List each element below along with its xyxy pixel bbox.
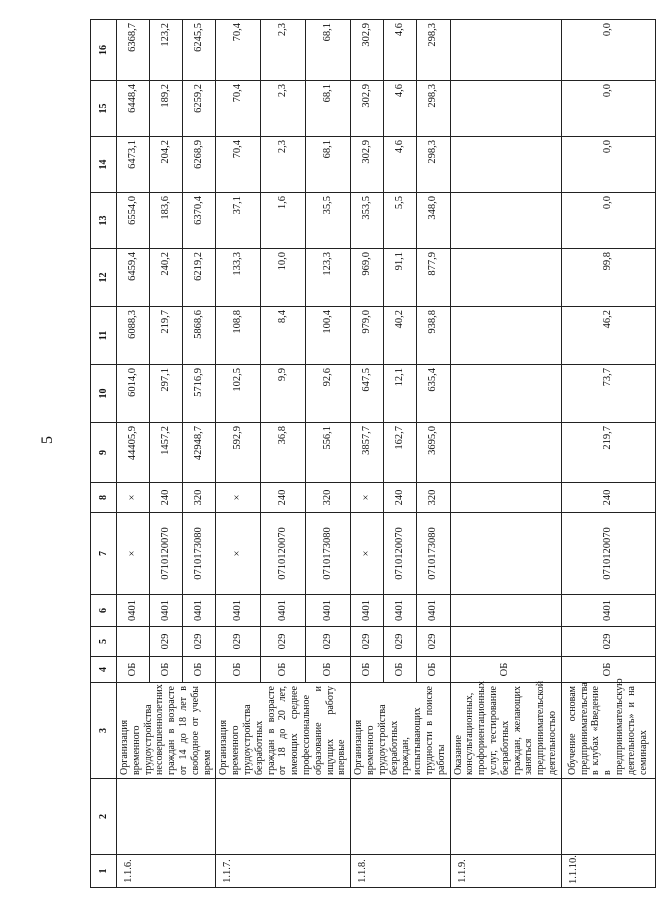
table-cell: 298,3 <box>417 20 450 81</box>
table-cell: 46,2 <box>561 307 655 365</box>
column-header-5: 5 <box>91 627 117 657</box>
column-header-14: 14 <box>91 137 117 193</box>
table-cell: 938,8 <box>417 307 450 365</box>
table-cell: 133,3 <box>216 249 261 307</box>
table-cell <box>117 627 150 657</box>
table-cell: ОБ <box>117 657 150 683</box>
table-cell <box>450 627 561 657</box>
table-cell: 162,7 <box>384 423 417 483</box>
table-cell: 320 <box>306 483 351 513</box>
table-cell: 6268,9 <box>183 137 216 193</box>
table-cell: 189,2 <box>150 81 183 137</box>
item-description: Обучение основам предпринимательства в клубах «Введение в предпринимательскую деятельность» и на семинарах <box>561 683 655 779</box>
table-cell: 2,3 <box>261 20 306 81</box>
table-cell: 6259,2 <box>183 81 216 137</box>
table-cell: 029 <box>183 627 216 657</box>
table-cell: 68,1 <box>306 137 351 193</box>
table-cell: 44405,9 <box>117 423 150 483</box>
table-cell: ОБ <box>261 657 306 683</box>
empty-cell <box>216 779 351 855</box>
table-header <box>91 20 117 888</box>
table-cell: 123,2 <box>150 20 183 81</box>
item-index: 1.1.6. <box>117 855 216 888</box>
table-row <box>450 20 561 888</box>
table-cell: 298,3 <box>417 137 450 193</box>
empty-cell <box>561 779 655 855</box>
table-cell <box>450 307 561 365</box>
table-cell: 6448,4 <box>117 81 150 137</box>
column-header-8: 8 <box>91 483 117 513</box>
table-cell <box>450 249 561 307</box>
table-cell: 353,5 <box>351 193 384 249</box>
table-cell <box>450 193 561 249</box>
column-header-13: 13 <box>91 193 117 249</box>
rotated-table-container <box>90 20 649 888</box>
page-number: 5 <box>39 436 56 444</box>
table-cell: 0401 <box>306 595 351 627</box>
table-cell: 240 <box>261 483 306 513</box>
table-cell: 123,3 <box>306 249 351 307</box>
table-cell: 6014,0 <box>117 365 150 423</box>
table-cell: 204,2 <box>150 137 183 193</box>
table-cell: 99,8 <box>561 249 655 307</box>
budget-table <box>90 19 656 888</box>
table-cell: 0401 <box>384 595 417 627</box>
column-header-9: 9 <box>91 423 117 483</box>
table-cell: 302,9 <box>351 20 384 81</box>
table-cell: ОБ <box>351 657 384 683</box>
empty-cell <box>450 779 561 855</box>
item-description: Организация временного трудоустройства безработных граждан в возрасте от 18 до 20 лет, имеющих среднее профессиональное образование и ищущих работу впервые <box>216 683 351 779</box>
column-header-10: 10 <box>91 365 117 423</box>
table-cell: 0401 <box>261 595 306 627</box>
table-cell: 102,5 <box>216 365 261 423</box>
table-cell <box>450 365 561 423</box>
table-cell: 0710120070 <box>384 513 417 595</box>
table-cell: 108,8 <box>216 307 261 365</box>
table-cell: 0401 <box>216 595 261 627</box>
table-cell: 556,1 <box>306 423 351 483</box>
table-cell: 0401 <box>351 595 384 627</box>
table-cell: ОБ <box>306 657 351 683</box>
table-cell: 298,3 <box>417 81 450 137</box>
table-cell: 348,0 <box>417 193 450 249</box>
table-cell <box>450 81 561 137</box>
table-cell <box>450 20 561 81</box>
item-description: Оказание консультационных, профориентационных услуг, тестирование безработных граждан, желающих заняться предпринимательской деятельностью <box>450 683 561 779</box>
table-cell: ОБ <box>384 657 417 683</box>
table-cell: 6088,3 <box>117 307 150 365</box>
table-cell: 029 <box>216 627 261 657</box>
column-header-1: 1 <box>91 855 117 888</box>
table-cell: 12,1 <box>384 365 417 423</box>
table-cell: 42948,7 <box>183 423 216 483</box>
table-cell: 2,3 <box>261 137 306 193</box>
table-cell: 240 <box>561 483 655 513</box>
column-header-15: 15 <box>91 81 117 137</box>
table-cell <box>450 423 561 483</box>
empty-cell <box>117 779 216 855</box>
table-cell: 100,4 <box>306 307 351 365</box>
table-cell: 4,6 <box>384 137 417 193</box>
table-cell: 240,2 <box>150 249 183 307</box>
table-cell: × <box>216 483 261 513</box>
table-cell: 302,9 <box>351 137 384 193</box>
table-cell: 1457,2 <box>150 423 183 483</box>
column-header-7: 7 <box>91 513 117 595</box>
table-cell: 5716,9 <box>183 365 216 423</box>
table-cell: 183,6 <box>150 193 183 249</box>
table-cell: 302,9 <box>351 81 384 137</box>
column-header-16: 16 <box>91 20 117 81</box>
item-index: 1.1.10. <box>561 855 655 888</box>
table-cell: 297,1 <box>150 365 183 423</box>
table-cell: × <box>117 513 150 595</box>
table-cell: ОБ <box>417 657 450 683</box>
table-cell: 0401 <box>561 595 655 627</box>
table-cell: 0401 <box>183 595 216 627</box>
table-cell: 320 <box>417 483 450 513</box>
table-cell: 9,9 <box>261 365 306 423</box>
table-cell: 0401 <box>417 595 450 627</box>
table-cell: 029 <box>261 627 306 657</box>
table-cell: 5,5 <box>384 193 417 249</box>
table-cell: 2,3 <box>261 81 306 137</box>
table-cell: ОБ <box>561 657 655 683</box>
table-cell: ОБ <box>183 657 216 683</box>
table-cell: 6473,1 <box>117 137 150 193</box>
table-cell: 1,6 <box>261 193 306 249</box>
table-cell <box>450 595 561 627</box>
table-cell: 0,0 <box>561 137 655 193</box>
table-cell: 029 <box>417 627 450 657</box>
table-cell: 0710120070 <box>561 513 655 595</box>
table-cell: 647,5 <box>351 365 384 423</box>
table-cell: 029 <box>306 627 351 657</box>
table-cell: 219,7 <box>150 307 183 365</box>
empty-cell <box>351 779 450 855</box>
table-cell: 68,1 <box>306 81 351 137</box>
table-cell: 70,4 <box>216 20 261 81</box>
table-cell: 3857,7 <box>351 423 384 483</box>
table-cell: 0401 <box>117 595 150 627</box>
table-cell: 979,0 <box>351 307 384 365</box>
column-header-11: 11 <box>91 307 117 365</box>
table-cell: ОБ <box>450 657 561 683</box>
table-cell: 4,6 <box>384 20 417 81</box>
item-index: 1.1.9. <box>450 855 561 888</box>
item-description: Организация временного трудоустройства несовершеннолетних граждан в возрасте от 14 до 18 лет в свободное от учебы время <box>117 683 216 779</box>
table-cell: 6219,2 <box>183 249 216 307</box>
table-cell: × <box>117 483 150 513</box>
table-cell: 029 <box>561 627 655 657</box>
table-cell: 240 <box>150 483 183 513</box>
table-cell: 5868,6 <box>183 307 216 365</box>
table-cell: 8,4 <box>261 307 306 365</box>
table-cell: 6370,4 <box>183 193 216 249</box>
table-cell: 320 <box>183 483 216 513</box>
table-row <box>117 20 150 888</box>
table-cell: ОБ <box>150 657 183 683</box>
table-cell: 240 <box>384 483 417 513</box>
table-cell: × <box>351 483 384 513</box>
table-row <box>561 20 655 888</box>
table-cell: 219,7 <box>561 423 655 483</box>
table-cell: 877,9 <box>417 249 450 307</box>
table-cell: 029 <box>150 627 183 657</box>
table-cell: 40,2 <box>384 307 417 365</box>
table-cell: 029 <box>351 627 384 657</box>
table-cell: 029 <box>384 627 417 657</box>
table-body <box>117 20 656 888</box>
table-cell: 6368,7 <box>117 20 150 81</box>
table-cell <box>450 137 561 193</box>
table-cell: 3695,0 <box>417 423 450 483</box>
table-cell: 4,6 <box>384 81 417 137</box>
table-cell: 0710120070 <box>150 513 183 595</box>
table-cell: × <box>351 513 384 595</box>
column-header-6: 6 <box>91 595 117 627</box>
table-cell: 0,0 <box>561 20 655 81</box>
table-cell: 37,1 <box>216 193 261 249</box>
table-cell <box>450 483 561 513</box>
item-description: Организация временного трудоустройства безработных граждан, испытывающих трудности в поиске работы <box>351 683 450 779</box>
table-cell: 70,4 <box>216 81 261 137</box>
table-cell: 0710173080 <box>417 513 450 595</box>
table-cell: 91,1 <box>384 249 417 307</box>
table-cell: 6554,0 <box>117 193 150 249</box>
table-cell: 0710173080 <box>183 513 216 595</box>
table-cell: 6245,5 <box>183 20 216 81</box>
table-cell: 36,8 <box>261 423 306 483</box>
item-index: 1.1.8. <box>351 855 450 888</box>
table-cell: 0,0 <box>561 193 655 249</box>
table-cell: 635,4 <box>417 365 450 423</box>
table-cell: 0401 <box>150 595 183 627</box>
table-cell: 0,0 <box>561 81 655 137</box>
table-cell: 969,0 <box>351 249 384 307</box>
table-cell: 6459,4 <box>117 249 150 307</box>
table-row <box>216 20 261 888</box>
column-header-3: 3 <box>91 683 117 779</box>
column-header-2: 2 <box>91 779 117 855</box>
column-header-12: 12 <box>91 249 117 307</box>
table-row <box>351 20 384 888</box>
table-cell: 0710120070 <box>261 513 306 595</box>
table-cell: 0710173080 <box>306 513 351 595</box>
table-cell <box>450 513 561 595</box>
table-cell: 10,0 <box>261 249 306 307</box>
table-cell: 73,7 <box>561 365 655 423</box>
column-header-4: 4 <box>91 657 117 683</box>
table-cell: 92,6 <box>306 365 351 423</box>
table-cell: 35,5 <box>306 193 351 249</box>
table-cell: 68,1 <box>306 20 351 81</box>
table-cell: ОБ <box>216 657 261 683</box>
table-cell: × <box>216 513 261 595</box>
table-cell: 70,4 <box>216 137 261 193</box>
item-index: 1.1.7. <box>216 855 351 888</box>
table-cell: 592,9 <box>216 423 261 483</box>
